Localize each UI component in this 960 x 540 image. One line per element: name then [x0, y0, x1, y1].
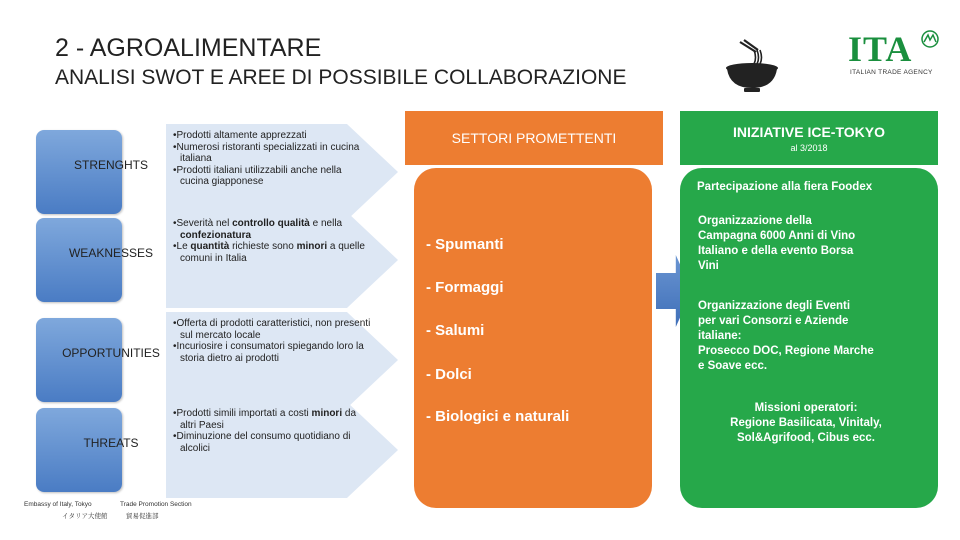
logo-subtitle: ITALIAN TRADE AGENCY — [850, 69, 933, 76]
logo-mark-icon — [918, 30, 942, 48]
initiative-item: Partecipazione alla fiera Foodex — [697, 181, 873, 193]
footer-section-jp: 貿易促進部 — [126, 513, 159, 520]
sector-item: - Formaggi — [426, 279, 504, 296]
swot-box — [36, 218, 122, 302]
swot-box — [36, 408, 122, 492]
swot-bullet: •Prodotti altamente apprezzati — [173, 130, 307, 141]
page-subtitle: ANALISI SWOT E AREE DI POSSIBILE COLLABORAZIONE — [55, 66, 627, 89]
swot-bullet: •Offerta di prodotti caratteristici, non presenti sul mercato locale — [173, 318, 371, 341]
initiatives-date: al 3/2018 — [790, 143, 828, 153]
swot-bullet: •Prodotti italiani utilizzabili anche nella cucina giapponese — [173, 164, 342, 187]
swot-label: WEAKNESSES — [68, 246, 154, 260]
swot-bullets — [173, 318, 373, 364]
ita-logo: ITA — [848, 29, 913, 69]
initiatives-header — [680, 111, 938, 165]
initiative-item: Missioni operatori: Regione Basilicata, Vinitaly, Sol&Agrifood, Cibus ecc. — [730, 402, 882, 444]
swot-bullets — [173, 218, 373, 264]
sectors-heading: SETTORI PROMETTENTI — [405, 111, 663, 165]
swot-bullets — [173, 408, 373, 454]
swot-bullet: •Prodotti simili importati a costi minori da altri Paesi — [173, 408, 357, 431]
swot-box — [36, 318, 122, 402]
noodle-bowl-icon — [722, 38, 782, 94]
footer-embassy: Embassy of Italy, Tokyo — [24, 501, 92, 508]
sector-item: - Spumanti — [426, 236, 504, 253]
swot-bullet: •Severità nel controllo qualità e nella confezionatura — [173, 218, 343, 241]
initiatives-heading: INIZIATIVE ICE-TOKYO — [733, 124, 885, 140]
swot-bullets — [173, 130, 373, 188]
swot-bullet: •Le quantità richieste sono minori a quelle comuni in Italia — [173, 241, 365, 264]
sector-item: - Biologici e naturali — [426, 408, 570, 425]
swot-label: THREATS — [83, 436, 139, 450]
swot-bullet: •Diminuzione del consumo quotidiano di alcolici — [173, 431, 351, 454]
footer-section: Trade Promotion Section — [120, 501, 192, 508]
sector-item: - Salumi — [426, 322, 485, 339]
sector-item: - Dolci — [426, 366, 472, 383]
initiative-item: Organizzazione degli Eventi per vari Consorzi e Aziende italiane: Prosecco DOC, Regione Marche e Soave ecc. — [698, 300, 874, 372]
swot-bullet: •Numerosi ristoranti specializzati in cucina italiana — [173, 141, 360, 164]
swot-label: STRENGHTS — [73, 158, 148, 172]
page-title: 2 - AGROALIMENTARE — [55, 34, 322, 62]
swot-box — [36, 130, 122, 214]
swot-bullet: •Incuriosire i consumatori spiegando loro la storia dietro ai prodotti — [173, 341, 364, 364]
swot-label: OPPORTUNITIES — [62, 346, 160, 360]
initiative-item: Organizzazione della Campagna 6000 Anni di Vino Italiano e della evento Borsa Vini — [698, 215, 856, 272]
footer-embassy-jp: イタリア大使館 — [62, 513, 108, 520]
